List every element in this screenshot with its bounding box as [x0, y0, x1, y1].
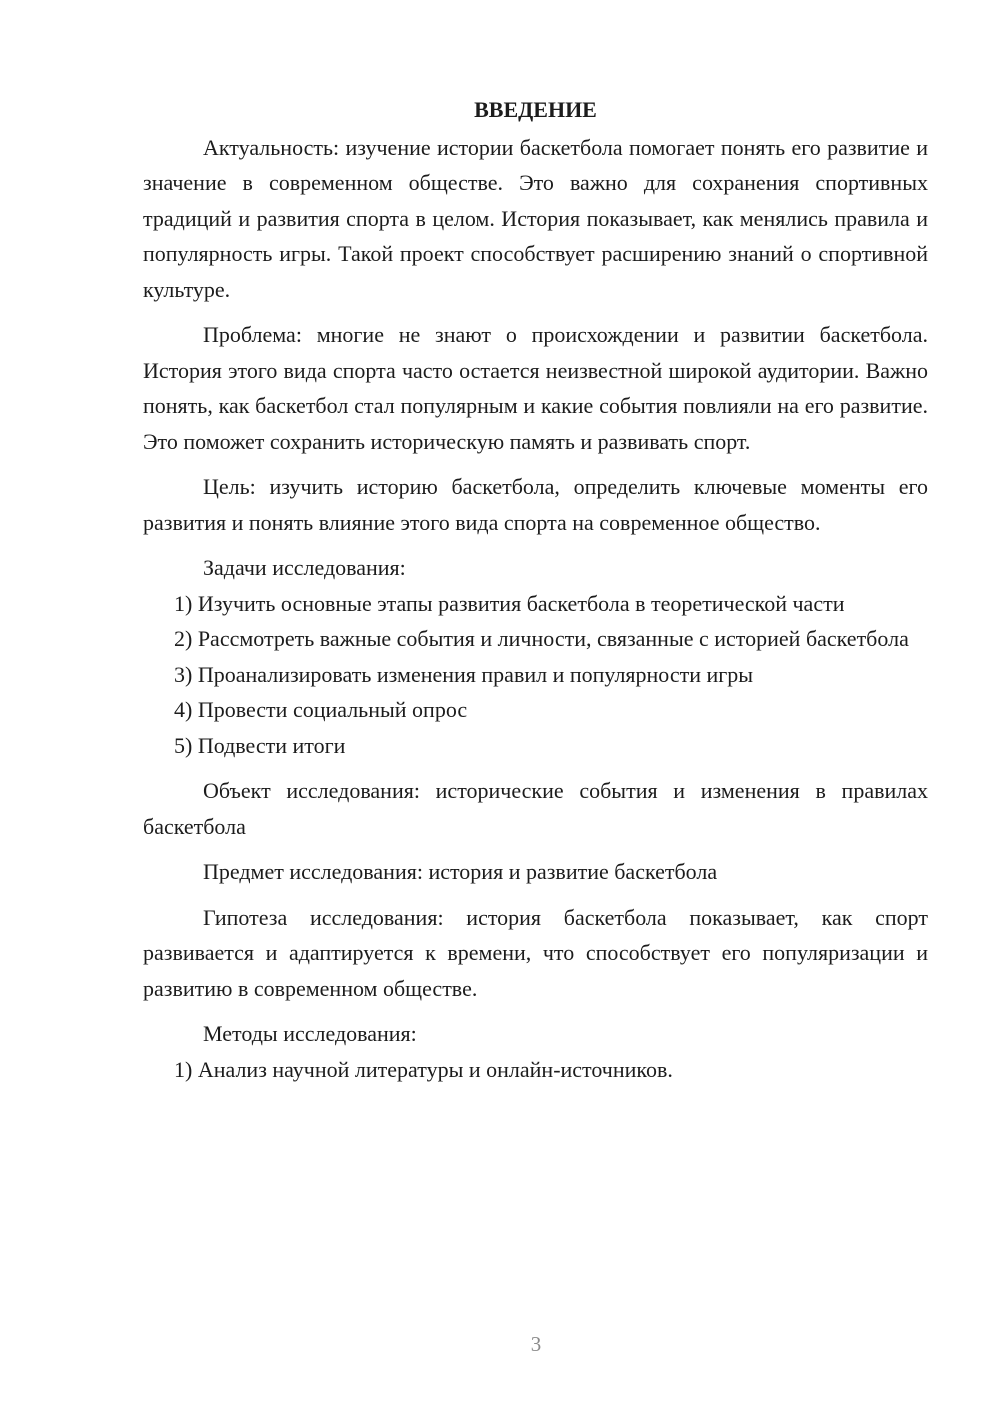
problem-paragraph: Проблема: многие не знают о происхождении и развитии баскетбола. История этого вида спорта часто остается неизвестной широкой аудитории. Важно понять, как баскетбол стал популярным и какие события повлияли на его развитие. Это поможет сохранить историческую память и развивать спорт. [143, 322, 928, 454]
subject-paragraph: Предмет исследования: история и развитие баскетбола [203, 859, 718, 884]
section-title: ВВЕДЕНИЕ [474, 97, 597, 122]
goal-paragraph: Цель: изучить историю баскетбола, определить ключевые моменты его развития и понять влияние этого вида спорта на современное общество. [143, 474, 928, 535]
page-content [143, 92, 928, 1087]
relevance-paragraph: Актуальность: изучение истории баскетбола помогает понять его развитие и значение в современном обществе. Это важно для сохранения спортивных традиций и развития спорта в целом. История показывает, как менялись правила и популярность игры. Такой проект способствует расширению знаний о спортивной культуре. [143, 134, 928, 302]
object-paragraph: Объект исследования: исторические события и изменения в правилах баскетбола [143, 778, 928, 839]
task-item-3: 3) Проанализировать изменения правил и популярности игры [174, 661, 754, 687]
page-number: 3 [530, 1332, 542, 1356]
hypothesis-paragraph: Гипотеза исследования: история баскетбола показывает, как спорт развивается и адаптируется к времени, что способствует его популяризации и развитию в современном обществе. [143, 904, 928, 1001]
task-item-4: 4) Провести социальный опрос [174, 697, 468, 722]
task-item-2: 2) Рассмотреть важные события и личности, связанные с историей баскетбола [174, 626, 909, 651]
method-item-1: 1) Анализ научной литературы и онлайн-источников. [174, 1056, 673, 1082]
task-item-5: 5) Подвести итоги [174, 732, 346, 758]
methods-heading: Методы исследования: [203, 1021, 417, 1046]
task-item-1: 1) Изучить основные этапы развития баскетбола в теоретической части [174, 590, 845, 616]
tasks-heading: Задачи исследования: [203, 555, 406, 580]
